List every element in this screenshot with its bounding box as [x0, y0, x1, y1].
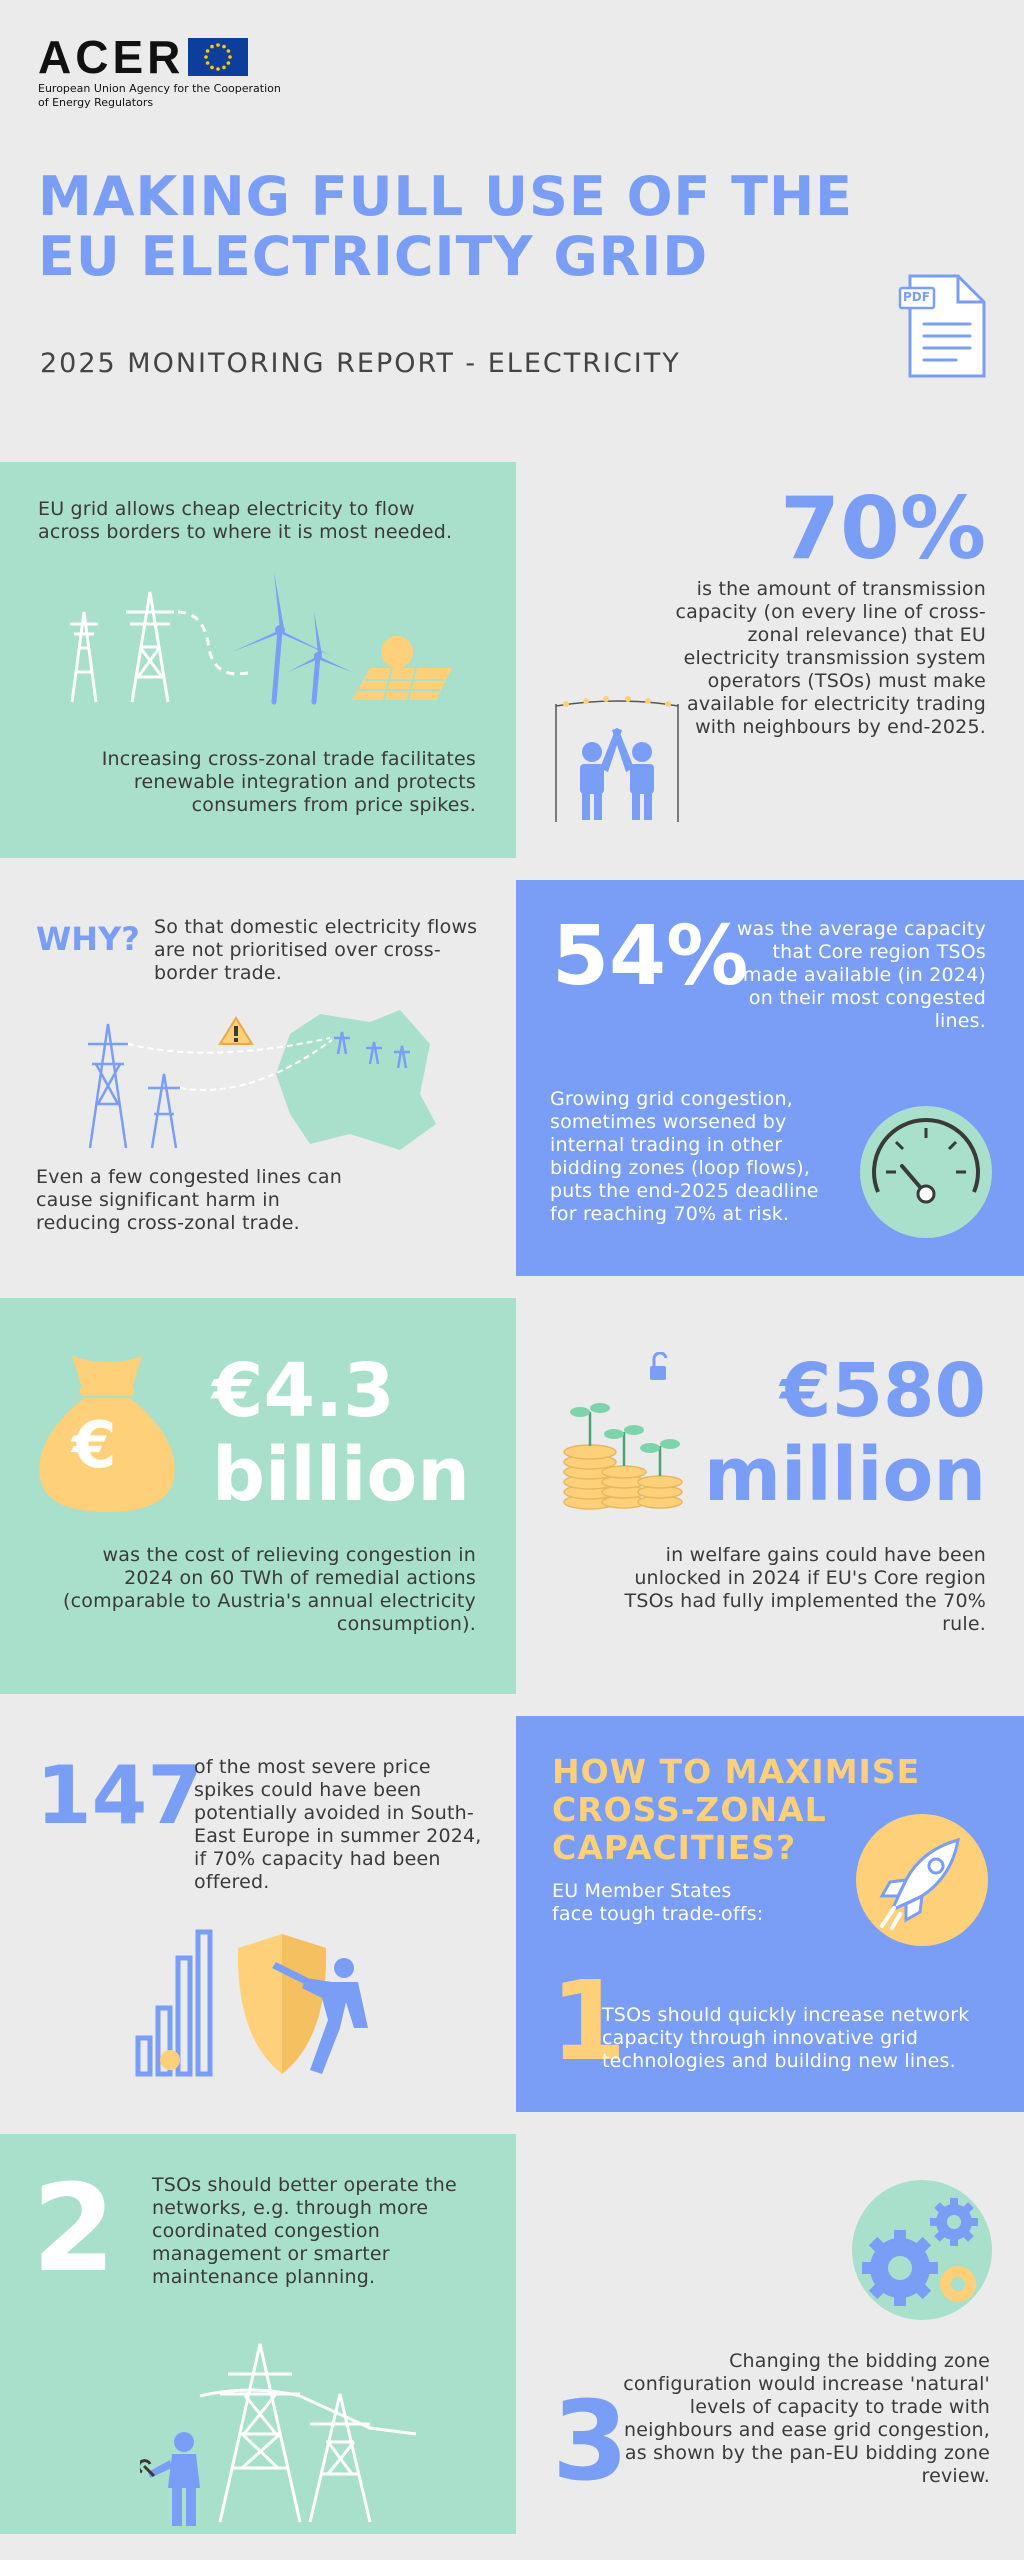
step-1-text: TSOs should quickly increase network capacity through innovative grid technologies and building new lines. — [602, 2004, 970, 2072]
step-3-text: Changing the bidding zone configuration would increase 'natural' levels of capacity to trade with neighbours and ease grid congestion, as shown by the pan-EU bidding zone review. — [623, 2350, 990, 2487]
people-high-five-icon — [552, 692, 682, 822]
gauge-icon — [856, 1102, 996, 1242]
why-text: So that domestic electricity flows are not prioritised over cross-border trade. — [154, 916, 478, 984]
pdf-label: PDF — [903, 290, 930, 304]
stat-welfare-line2: million — [703, 1432, 986, 1518]
stat-cost-line2: billion — [212, 1432, 470, 1518]
gears-icon — [826, 2176, 996, 2336]
how-heading-line3: CAPACITIES? — [552, 1828, 797, 1867]
acer-logo[interactable] — [38, 31, 298, 114]
how-heading-line1: HOW TO MAXIMISE — [552, 1752, 921, 1791]
pdf-document-icon[interactable] — [896, 272, 992, 382]
congested-lines-map-illustration — [70, 1004, 440, 1154]
section-4-3-billion — [0, 1298, 516, 1694]
step-number-3: 3 — [552, 2377, 629, 2505]
stat-cost-description: was the cost of relieving congestion in 2024 on 60 TWh of remedial actions (comparable to Austria's annual electricity consumption). — [62, 1544, 476, 1635]
section-147-spikes — [0, 1716, 516, 2112]
page-title-line1: MAKING FULL USE OF THE — [38, 165, 854, 228]
congestion-caption: Even a few congested lines can cause significant harm in reducing cross-zonal trade. — [36, 1166, 343, 1234]
section-how-to-maximise — [516, 1716, 1024, 2112]
agency-name-line1: European Union Agency for the Cooperation — [38, 82, 281, 95]
grid-renewables-illustration — [52, 572, 472, 712]
euro-symbol: € — [72, 1409, 117, 1483]
trade-caption: Increasing cross-zonal trade facilitates renewable integration and protects consumers from price spikes. — [101, 748, 476, 816]
stat-welfare-line1: €580 — [780, 1348, 986, 1434]
page-title-line2: EU ELECTRICITY GRID — [38, 225, 709, 288]
section-70-percent — [516, 462, 1024, 858]
stat-54-percent: 54% — [552, 909, 749, 1004]
agency-name-line2: of Energy Regulators — [38, 96, 154, 109]
stat-70-description: is the amount of transmission capacity (on every line of cross-zonal relevance) that EU electricity transmission system operators (TSOs) must make available for electricity trading with neighbours by end-2025. — [675, 578, 986, 738]
section-cheap-electricity — [0, 462, 516, 858]
worker-with-wrench-icon — [140, 2430, 210, 2526]
rocket-icon — [852, 1810, 992, 1950]
step-number-1: 1 — [550, 1957, 627, 2085]
why-heading: WHY? — [36, 920, 140, 958]
section-why — [0, 880, 516, 1276]
section-54-percent — [516, 880, 1024, 1276]
stat-147: 147 — [36, 1749, 203, 1842]
logo-text: ACER — [38, 31, 185, 83]
congestion-warning-text: Growing grid congestion, sometimes worsened by internal trading in other bidding zones (loop flows), puts the end-2025 deadline for reaching 70% at risk. — [550, 1088, 819, 1225]
stat-cost-line1: €4.3 — [212, 1348, 395, 1434]
intro-text: EU grid allows cheap electricity to flow across borders to where it is most needed. — [38, 498, 453, 543]
tradeoffs-text: EU Member States face tough trade-offs: — [552, 1880, 764, 1925]
section-step-3 — [516, 2134, 1024, 2534]
stat-54-description: was the average capacity that Core region TSOs made available (in 2024) on their most congested lines. — [736, 918, 986, 1032]
report-subtitle: 2025 MONITORING REPORT - ELECTRICITY — [40, 348, 681, 379]
stat-147-description: of the most severe price spikes could have been potentially avoided in South-East Europe in summer 2024, if 70% capacity had been offered. — [194, 1756, 482, 1893]
how-heading-line2: CROSS-ZONAL — [552, 1790, 827, 1829]
section-step-2 — [0, 2134, 516, 2534]
stat-welfare-description: in welfare gains could have been unlocked in 2024 if EU's Core region TSOs had fully implemented the 70% rule. — [624, 1544, 986, 1635]
step-2-text: TSOs should better operate the networks, e.g. through more coordinated congestion management or smarter maintenance planning. — [152, 2174, 457, 2288]
section-580-million — [516, 1298, 1024, 1694]
header — [0, 0, 1024, 440]
step-number-2: 2 — [32, 2160, 116, 2299]
stat-70-percent: 70% — [780, 479, 986, 579]
maintenance-towers-illustration — [180, 2334, 420, 2524]
eu-flag-icon — [188, 38, 248, 76]
price-spike-shield-illustration — [132, 1928, 392, 2078]
